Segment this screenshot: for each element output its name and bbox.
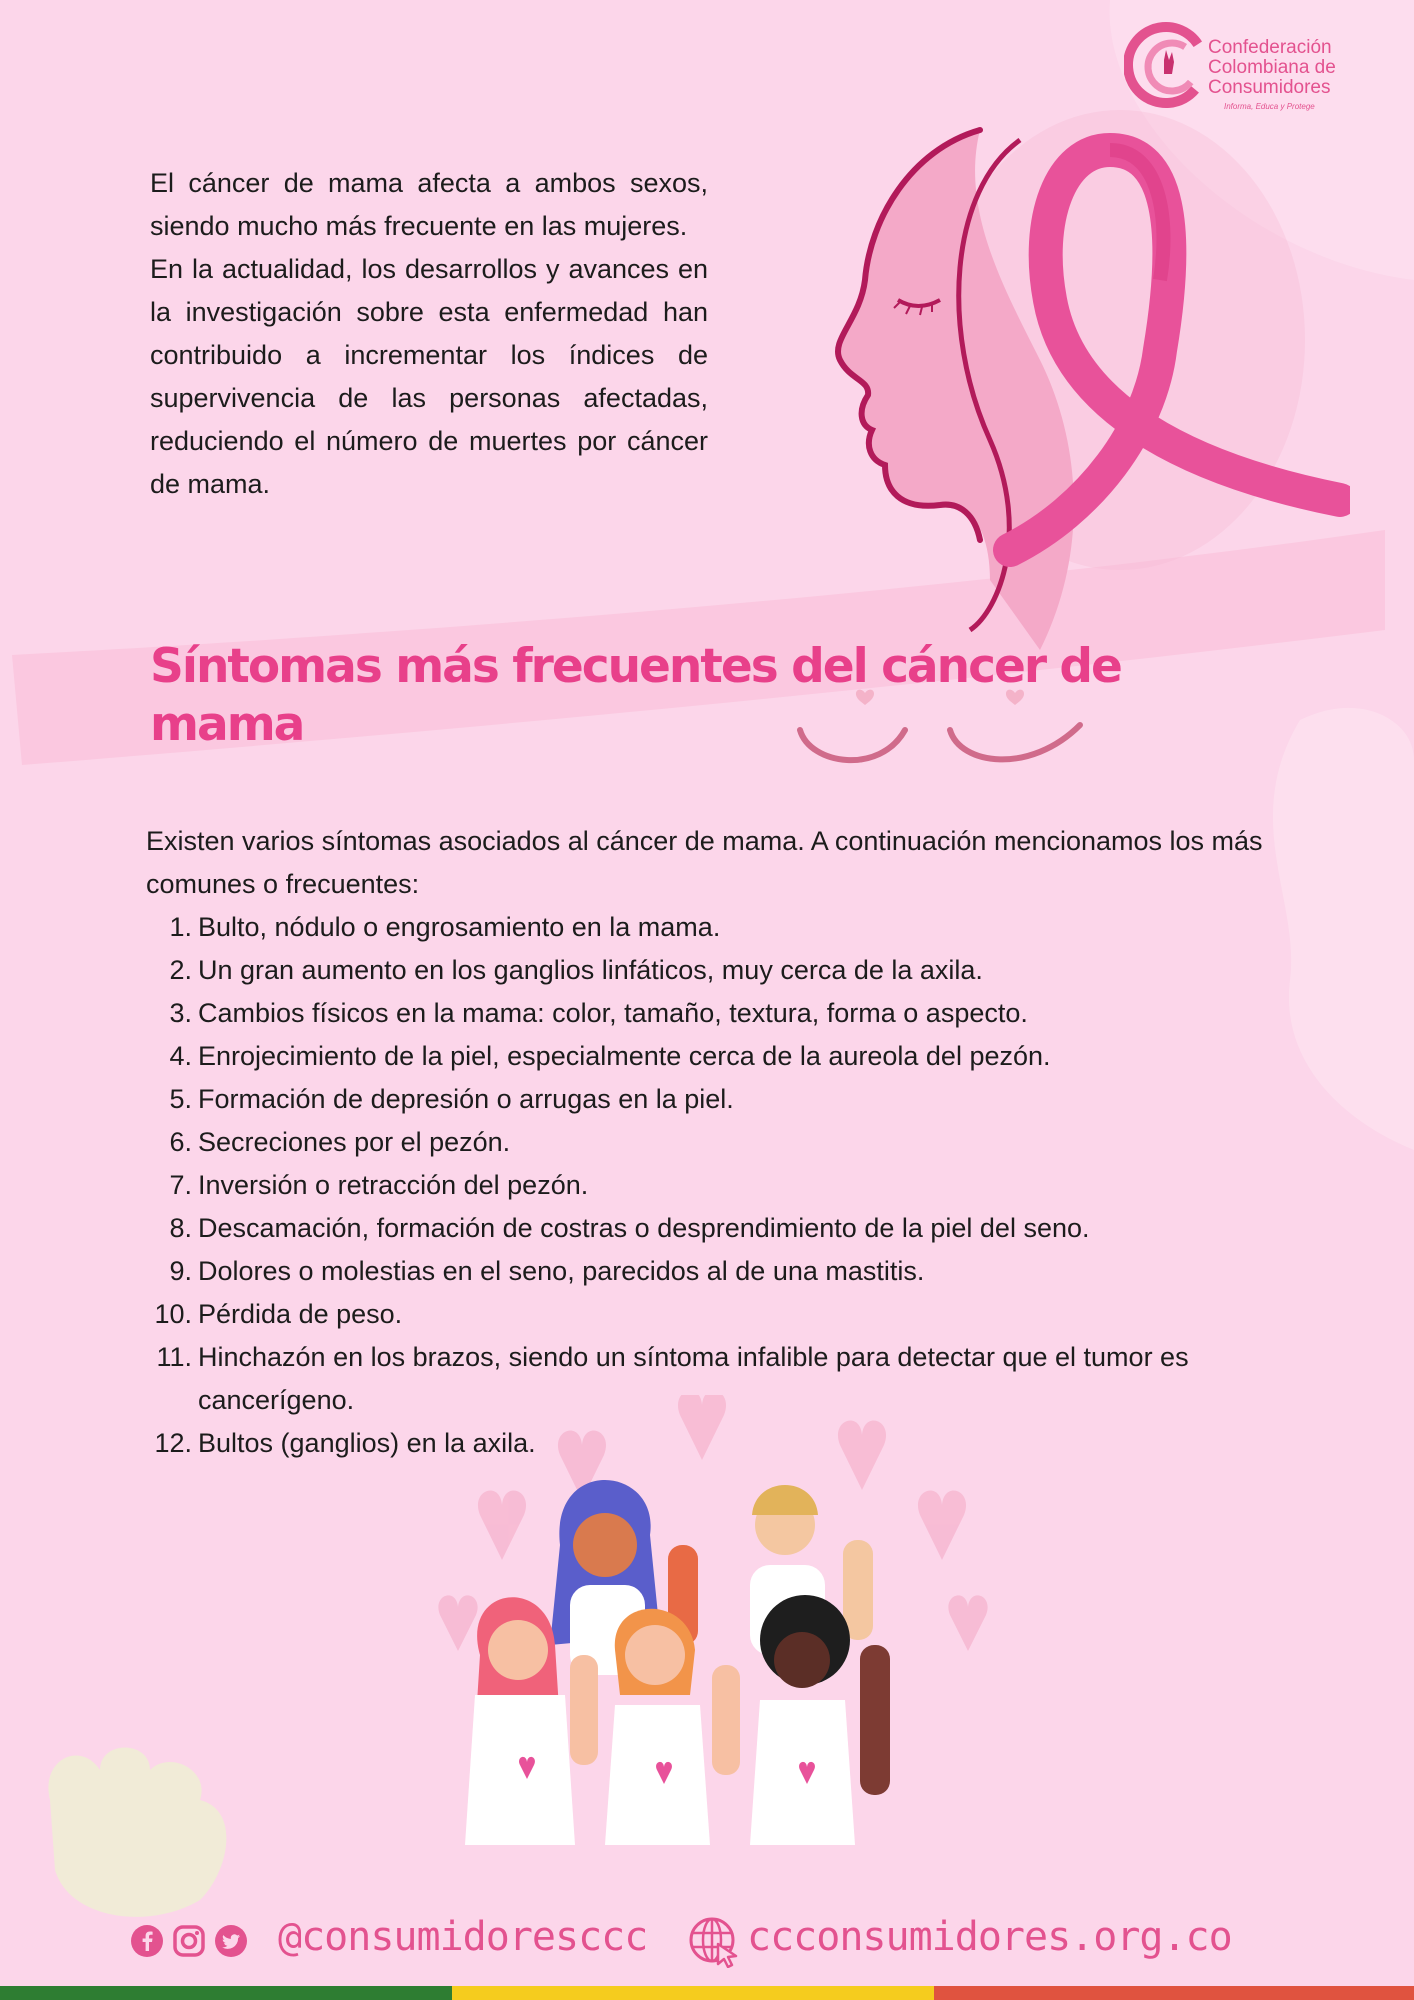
list-number: 8. xyxy=(169,1213,192,1243)
list-item xyxy=(146,1121,1276,1164)
globe-cursor-icon xyxy=(688,1916,740,1968)
social-icons xyxy=(130,1924,248,1964)
list-text: Enrojecimiento de la piel, especialmente cerca de la aureola del pezón. xyxy=(198,1041,1051,1071)
intro-paragraph-1: El cáncer de mama afecta a ambos sexos, siendo mucho más frecuente en las mujeres. xyxy=(150,168,708,241)
flag-stripe-yellow xyxy=(452,1986,934,2000)
symptoms-lead: Existen varios síntomas asociados al cáncer de mama. A continuación mencionamos los más comunes o frecuentes: xyxy=(146,826,1263,899)
list-number: 2. xyxy=(169,955,192,985)
symptoms-section xyxy=(146,820,1276,1465)
brand-name-line1: Confederación xyxy=(1208,37,1332,58)
list-item xyxy=(146,1250,1276,1293)
list-item xyxy=(146,1293,1276,1336)
list-item xyxy=(146,992,1276,1035)
brand-name xyxy=(1208,38,1368,98)
women-group-illustration xyxy=(420,1395,1000,1865)
list-text: Descamación, formación de costras o desprendimiento de la piel del seno. xyxy=(198,1213,1090,1243)
flag-stripe-green xyxy=(0,1986,452,2000)
flag-stripe-red xyxy=(934,1986,1414,2000)
list-item xyxy=(146,949,1276,992)
list-item xyxy=(146,1035,1276,1078)
list-text: Bulto, nódulo o engrosamiento en la mama. xyxy=(198,912,721,942)
symptoms-list xyxy=(146,906,1276,1465)
list-number: 5. xyxy=(169,1084,192,1114)
face-ribbon-illustration xyxy=(790,110,1350,650)
list-text: Formación de depresión o arrugas en la piel. xyxy=(198,1084,734,1114)
list-number: 1. xyxy=(169,912,192,942)
list-text: Hinchazón en los brazos, siendo un síntoma infalible para detectar que el tumor es cancerígeno. xyxy=(198,1342,1189,1415)
breasts-illustration xyxy=(790,685,1090,785)
list-item xyxy=(146,906,1276,949)
twitter-icon[interactable] xyxy=(214,1924,248,1958)
list-text: Secreciones por el pezón. xyxy=(198,1127,511,1157)
website-link[interactable]: ccconsumidores.org.co xyxy=(747,1914,1232,1960)
list-number: 9. xyxy=(169,1256,192,1286)
list-text: Pérdida de peso. xyxy=(198,1299,403,1329)
list-text: Cambios físicos en la mama: color, tamaño, textura, forma o aspecto. xyxy=(198,998,1028,1028)
list-number: 4. xyxy=(169,1041,192,1071)
section-title: Síntomas más frecuentes del cáncer de mama xyxy=(150,639,1121,752)
list-text: Dolores o molestias en el seno, parecidos al de una mastitis. xyxy=(198,1256,925,1286)
list-number: 12. xyxy=(154,1428,192,1458)
list-item xyxy=(146,1164,1276,1207)
list-text: Inversión o retracción del pezón. xyxy=(198,1170,589,1200)
list-number: 3. xyxy=(169,998,192,1028)
list-text: Un gran aumento en los ganglios linfáticos, muy cerca de la axila. xyxy=(198,955,983,985)
brand-name-line3: Consumidores xyxy=(1208,77,1331,98)
list-number: 10. xyxy=(154,1299,192,1329)
brand-tagline: Informa, Educa y Protege xyxy=(1224,102,1315,111)
list-item xyxy=(146,1078,1276,1121)
intro-text xyxy=(150,162,708,506)
social-handle[interactable]: @consumidoresccc xyxy=(278,1914,648,1960)
instagram-icon[interactable] xyxy=(172,1924,206,1958)
list-item xyxy=(146,1207,1276,1250)
list-number: 6. xyxy=(169,1127,192,1157)
facebook-icon[interactable] xyxy=(130,1924,164,1958)
list-text: Bultos (ganglios) en la axila. xyxy=(198,1428,536,1458)
list-number: 7. xyxy=(169,1170,192,1200)
intro-paragraph-2: En la actualidad, los desarrollos y avances en la investigación sobre esta enfermedad han contribuido a incrementar los índices de supervivencia de las personas afectadas, reduciendo el número de muertes por cáncer de mama. xyxy=(150,254,708,499)
brand-name-line2: Colombiana de xyxy=(1208,57,1336,78)
list-number: 11. xyxy=(156,1342,192,1372)
